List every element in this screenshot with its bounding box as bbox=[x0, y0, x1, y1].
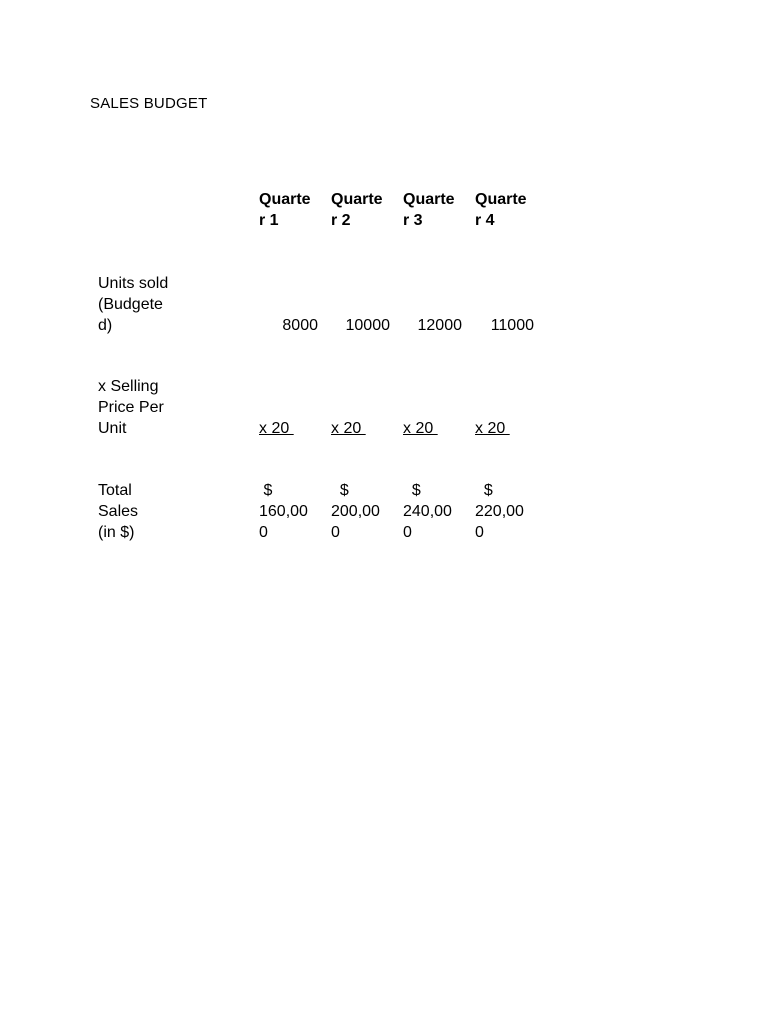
total-quarter-2: $ 200,00 0 bbox=[331, 482, 380, 541]
units-quarter-1: 8000 bbox=[282, 317, 318, 334]
total-quarter-3: $ 240,00 0 bbox=[403, 482, 452, 541]
header-quarter-4: Quarte r 4 bbox=[475, 191, 527, 229]
row-label-selling-price: x Selling Price Per Unit bbox=[98, 378, 164, 437]
total-quarter-1: $ 160,00 0 bbox=[259, 482, 308, 541]
price-quarter-1: x 20 bbox=[259, 420, 294, 437]
row-label-total-sales: Total Sales (in $) bbox=[98, 482, 139, 541]
units-quarter-3: 12000 bbox=[417, 317, 462, 334]
units-quarter-2: 10000 bbox=[345, 317, 390, 334]
total-quarter-4: $ 220,00 0 bbox=[475, 482, 524, 541]
header-quarter-3: Quarte r 3 bbox=[403, 191, 455, 229]
units-quarter-4: 11000 bbox=[490, 317, 534, 334]
price-quarter-2: x 20 bbox=[331, 420, 366, 437]
price-quarter-3: x 20 bbox=[403, 420, 438, 437]
document-title: SALES BUDGET bbox=[90, 95, 208, 112]
header-quarter-1: Quarte r 1 bbox=[259, 191, 311, 229]
price-quarter-4: x 20 bbox=[475, 420, 510, 437]
row-label-units-sold: Units sold (Budgete d) bbox=[98, 275, 169, 334]
header-quarter-2: Quarte r 2 bbox=[331, 191, 383, 229]
